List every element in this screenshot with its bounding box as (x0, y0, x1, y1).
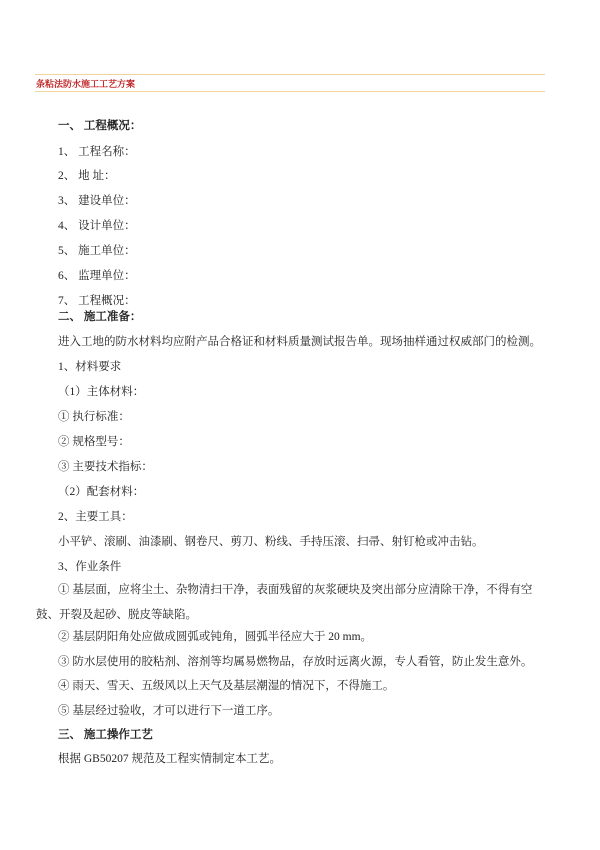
paragraph: 小平铲、滚刷、油漆刷、钢卷尺、剪刀、粉线、手持压滚、扫帚、射钉枪或冲击钻。 (58, 536, 484, 548)
subheading: 1、材料要求 (58, 361, 122, 373)
list-item: 6、 监理单位： (58, 270, 136, 282)
subheading: （2）配套材料： (58, 486, 145, 498)
list-item: 1、 工程名称： (58, 146, 136, 158)
list-item: ⑤ 基层经过验收，才可以进行下一道工序。 (58, 705, 280, 717)
subheading: 2、主要工具： (58, 511, 133, 523)
list-item: 3、 建设单位： (58, 195, 136, 207)
list-item: ③ 主要技术指标： (58, 461, 153, 473)
paragraph: 进入工地的防水材料均应附产品合格证和材料质量测试报告单。现场抽样通过权威部门的检测。 (58, 336, 541, 348)
list-item: ① 执行标准： (58, 411, 130, 423)
subheading: 3、作业条件 (58, 561, 122, 573)
list-item: ① 基层面，应将尘土、杂物清扫干净，表面残留的灰浆硬块及突出部分应清除干净，不得有空鼓、开裂及起砂、脱皮等缺陷。 (36, 584, 533, 621)
list-item: 4、 设计单位： (58, 220, 136, 232)
document-title: 条粘法防水施工工艺方案 (36, 79, 136, 89)
list-item: ② 规格型号： (58, 436, 130, 448)
section-heading: 三、 施工操作工艺 (58, 729, 153, 741)
header-rule-top (35, 74, 545, 75)
header-rule-bottom (35, 91, 545, 92)
section-heading: 一、 工程概况： (58, 120, 142, 132)
list-item: 5、 施工单位： (58, 245, 136, 257)
list-item: 2、 地 址： (58, 170, 116, 182)
list-item: 7、 工程概况： (58, 295, 136, 307)
section-heading: 二、 施工准备： (58, 311, 142, 323)
subheading: （1）主体材料： (58, 386, 145, 398)
list-item: ③ 防水层使用的胶粘剂、溶剂等均属易燃物品，存放时远离火源，专人看管，防止发生意外。 (58, 656, 533, 668)
paragraph: 根据 GB50207 规范及工程实情制定本工艺。 (58, 753, 281, 765)
list-item: ④ 雨天、雪天、五级风以上天气及基层潮湿的情况下，不得施工。 (58, 680, 395, 692)
list-item: ② 基层阴阳角处应做成圆弧或钝角，圆弧半径应大于 20 mm。 (58, 631, 373, 643)
